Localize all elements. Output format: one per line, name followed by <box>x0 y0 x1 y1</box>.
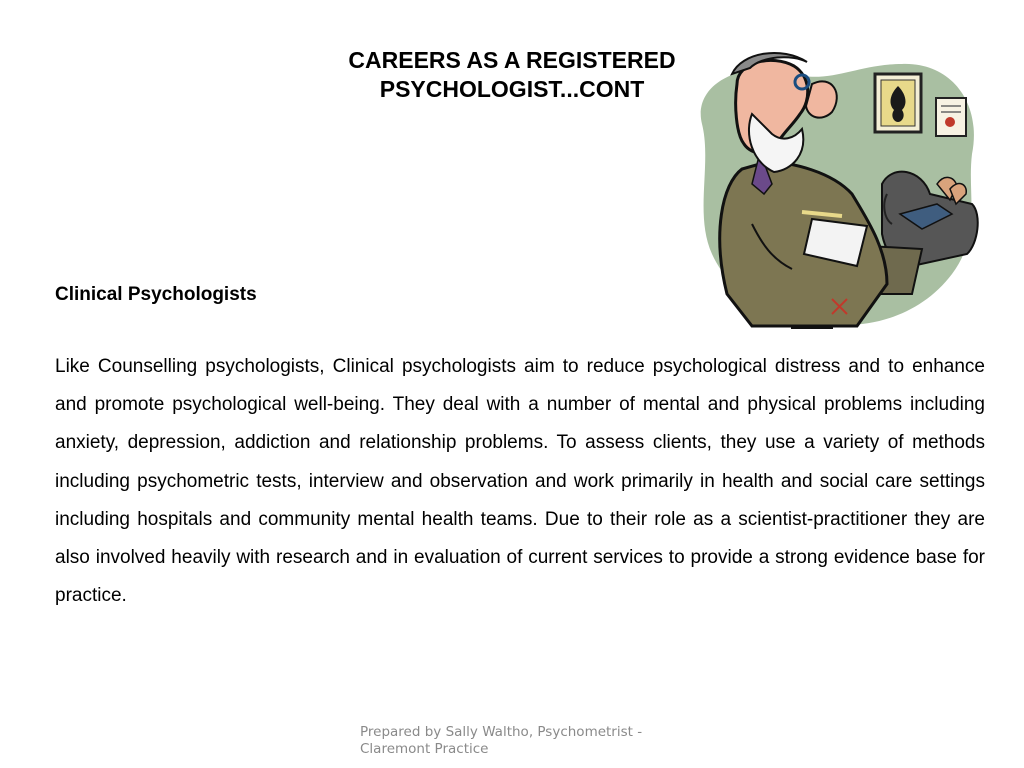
psychologist-clipart-icon <box>682 44 982 330</box>
slide-title <box>300 46 724 104</box>
title-line-2: PSYCHOLOGIST...CONT <box>379 76 645 102</box>
section-subheading: Clinical Psychologists <box>55 284 257 305</box>
slide-footer: Prepared by Sally Waltho, Psychometrist - Claremont Practice <box>360 724 643 757</box>
body-paragraph: Like Counselling psychologists, Clinical psychologists aim to reduce psychological distress and to enhance and promote psychological well-being. They deal with a number of mental and physical problems including anxiety, depression, addiction and relationship problems. To assess clients, they use a variety of methods including psychometric tests, interview and observation and work primarily in health and social care settings including hospitals and community mental health teams. Due to their role as a scientist-practitioner they are also involved heavily with research and in evaluation of current services to provide a strong evidence base for practice. <box>55 356 985 607</box>
title-line-1: CAREERS AS A REGISTERED <box>348 47 676 73</box>
